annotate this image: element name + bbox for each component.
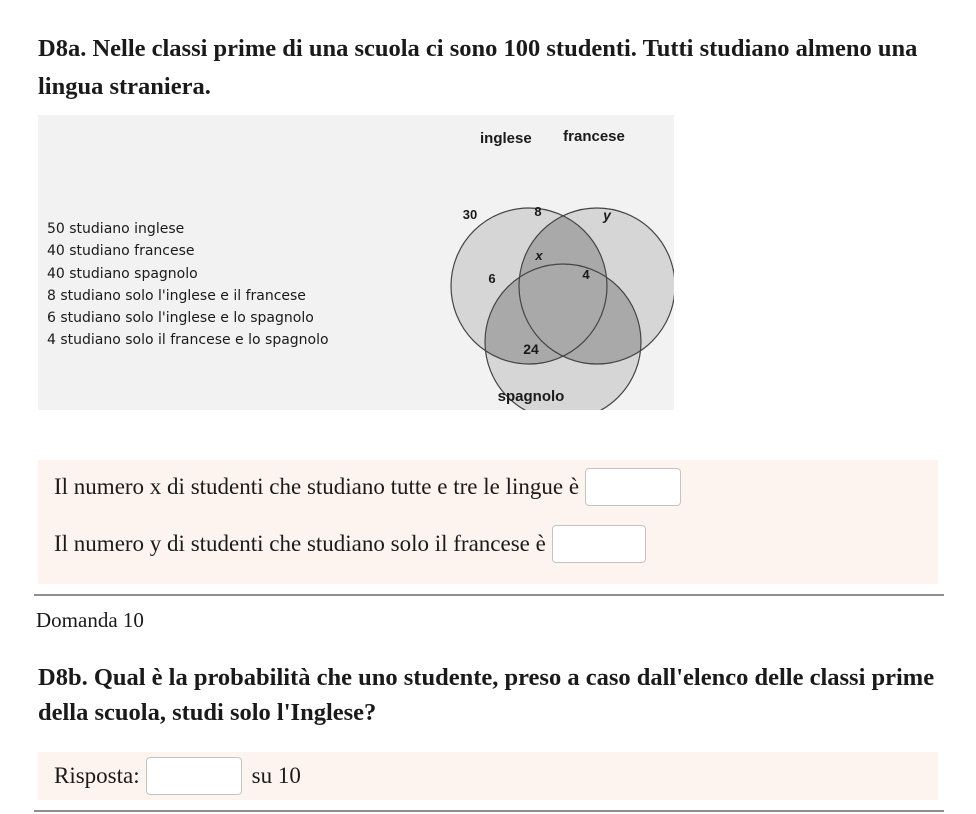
fact-item: 50 studiano inglese: [47, 221, 185, 237]
answer-b-prefix: Risposta:: [54, 763, 140, 788]
region-inglese-only: 30: [462, 207, 478, 222]
fact-item: 40 studiano francese: [47, 243, 195, 260]
bottom-divider: [34, 810, 944, 812]
venn-figure: [38, 115, 674, 410]
venn-diagram: [38, 115, 674, 410]
region-francese-spagnolo: 4: [582, 267, 590, 282]
region-francese-only: y: [603, 207, 611, 223]
label-francese: francese: [563, 128, 625, 145]
fact-item: 6 studiano solo l'inglese e lo spagnolo: [47, 310, 314, 327]
region-spagnolo-only: 24: [523, 341, 539, 357]
label-spagnolo: spagnolo: [497, 388, 565, 405]
answer-y-prompt: Il numero y di studenti che studiano solo il francese è: [54, 531, 546, 556]
answer-area-b: [38, 752, 938, 800]
question-b-title: D8b. Qual è la probabilità che uno studente, preso a caso dall'elenco delle classi prime della scuola, studi solo l'Inglese?: [38, 664, 935, 726]
answer-x-row: [54, 468, 681, 506]
fact-item: 4 studiano solo il francese e lo spagnolo: [47, 332, 329, 349]
question-a-title: D8a. Nelle classi prime di una scuola ci sono 100 studenti. Tutti studiano almeno una lingua straniera.: [38, 35, 918, 100]
domanda-label: Domanda 10: [36, 608, 144, 632]
answer-x-prompt: Il numero x di studenti che studiano tutte e tre le lingue è: [54, 474, 580, 499]
answer-b-suffix: su 10: [251, 763, 301, 788]
answer-y-row: [54, 525, 646, 563]
answer-b-input[interactable]: [146, 757, 242, 795]
region-inglese-spagnolo: 6: [488, 271, 496, 286]
answer-b-row: [54, 757, 301, 795]
answer-area-a: [38, 460, 938, 584]
region-inglese-francese: 8: [534, 204, 542, 219]
fact-item: 8 studiano solo l'inglese e il francese: [47, 287, 306, 304]
answer-y-input[interactable]: [552, 525, 646, 563]
divider: [34, 594, 944, 596]
label-inglese: inglese: [480, 130, 532, 147]
answer-x-input[interactable]: [585, 468, 681, 506]
region-all-three: x: [535, 248, 543, 263]
fact-item: 40 studiano spagnolo: [47, 265, 198, 282]
